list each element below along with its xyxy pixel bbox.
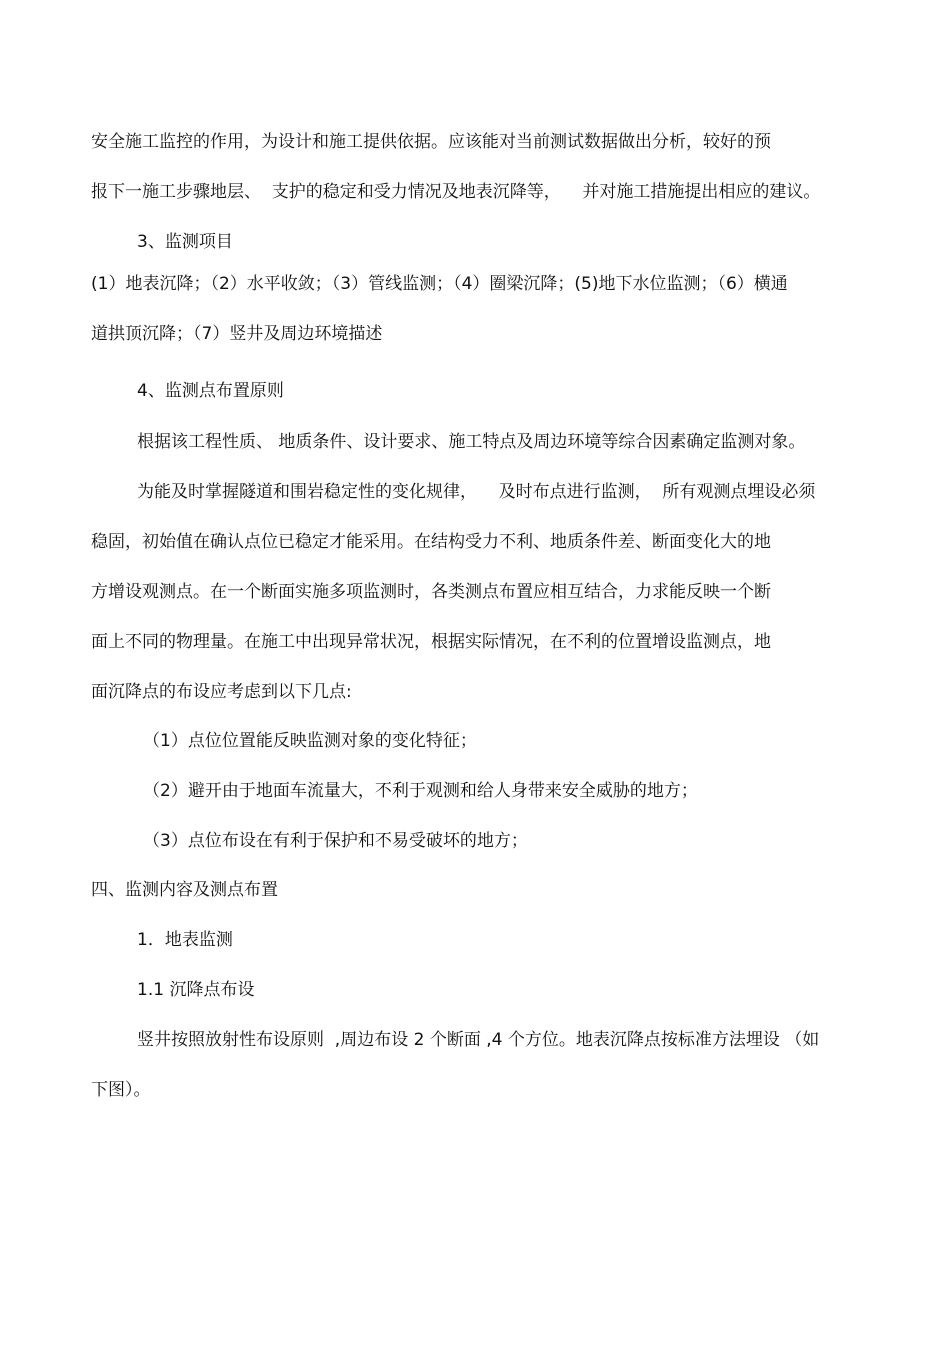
paragraph-line: 根据该工程性质、 地质条件、设计要求、施工特点及周边环境等综合因素确定监测对象。: [137, 432, 806, 452]
paragraph-line: 竖井按照放射性布设原则 ,周边布设 2 个断面 ,4 个方位。地表沉降点按标准方法埋设 （如: [137, 1030, 820, 1050]
paragraph-line: 道拱顶沉降；（7）竖井及周边环境描述: [91, 324, 383, 344]
list-item: （1）点位位置能反映监测对象的变化特征；: [143, 731, 477, 751]
paragraph-line: 面上不同的物理量。在施工中出现异常状况，根据实际情况，在不利的位置增设监测点，地: [91, 632, 771, 652]
section-heading: 3、监测项目: [137, 232, 233, 252]
paragraph-line: 安全施工监控的作用，为设计和施工提供依据。应该能对当前测试数据做出分析，较好的预: [91, 132, 771, 152]
paragraph-line: 报下一施工步骤地层、 支护的稳定和受力情况及地表沉降等， 并对施工措施提出相应的建议。: [91, 182, 821, 202]
paragraph-line: 为能及时掌握隧道和围岩稳定性的变化规律， 及时布点进行监测， 所有观测点埋设必须: [137, 482, 816, 502]
paragraph-line: 面沉降点的布设应考虑到以下几点:: [91, 682, 352, 702]
section-heading: 4、监测点布置原则: [137, 381, 284, 401]
subsection-heading: 1．地表监测: [137, 930, 233, 950]
section-heading: 四、监测内容及测点布置: [91, 880, 278, 900]
paragraph-line: 方增设观测点。在一个断面实施多项监测时，各类测点布置应相互结合，力求能反映一个断: [91, 582, 771, 602]
subsection-heading: 1.1 沉降点布设: [137, 980, 255, 1000]
paragraph-line: (1）地表沉降；（2）水平收敛；（3）管线监测；（4）圈梁沉降；(5)地下水位监测；（6）横通: [91, 274, 788, 294]
paragraph-line: 稳固，初始值在确认点位已稳定才能采用。在结构受力不利、地质条件差、断面变化大的地: [91, 532, 771, 552]
paragraph-line: 下图）。: [91, 1080, 151, 1100]
list-item: （2）避开由于地面车流量大，不利于观测和给人身带来安全威胁的地方；: [143, 781, 698, 801]
list-item: （3）点位布设在有利于保护和不易受破坏的地方；: [143, 831, 528, 851]
